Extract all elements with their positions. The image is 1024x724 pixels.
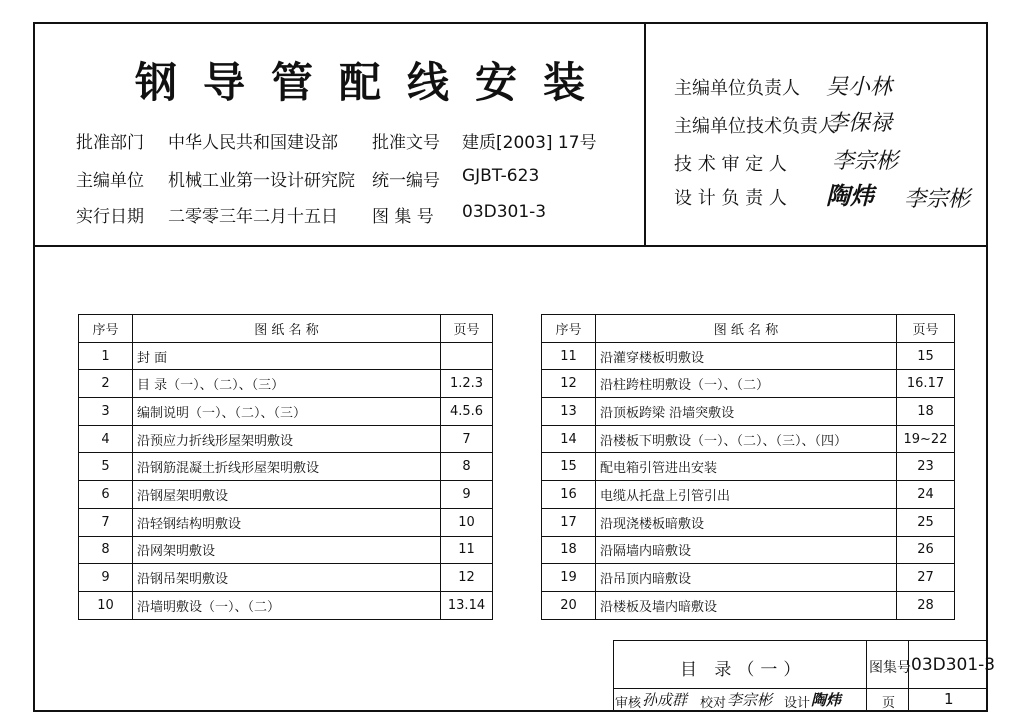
- unified-no-label: 统一编号: [372, 171, 440, 191]
- table-row: [79, 564, 493, 592]
- table-row: [79, 453, 493, 481]
- approve-dept: 中华人民共和国建设部: [168, 133, 338, 153]
- table-row: [79, 370, 493, 398]
- row-page: 16.17: [897, 370, 955, 398]
- row-no: 9: [79, 564, 133, 592]
- sheet-title: 目 录（一）: [680, 660, 807, 680]
- table-header-row: [79, 315, 493, 343]
- row-no: 1: [79, 342, 133, 370]
- row-no: 4: [79, 425, 133, 453]
- row-name: 电缆从托盘上引管引出: [596, 481, 897, 509]
- row-name: 沿钢筋混凝土折线形屋架明敷设: [133, 453, 441, 481]
- atlas-no-label-block: 图集号: [869, 660, 911, 676]
- row-page: 19~22: [897, 425, 955, 453]
- row-page: 9: [441, 481, 493, 509]
- row-no: 6: [79, 481, 133, 509]
- effective-label: 实行日期: [76, 207, 144, 227]
- row-name: 配电箱引管进出安装: [596, 453, 897, 481]
- row-page: 28: [897, 591, 955, 619]
- row-name: 沿钢屋架明敷设: [133, 481, 441, 509]
- row-no: 8: [79, 536, 133, 564]
- signature-label-chief-unit: 主编单位负责人: [674, 78, 800, 99]
- signature-reviewer: 李宗彬: [832, 149, 899, 174]
- row-page: 26: [897, 536, 955, 564]
- header-cell-no: 序号: [79, 315, 133, 343]
- signature-design-chief-2: 李宗彬: [904, 187, 971, 212]
- row-page: 12: [441, 564, 493, 592]
- header-cell-no: 序号: [542, 315, 596, 343]
- row-no: 20: [542, 591, 596, 619]
- signature-label-tech-chief: 主编单位技术负责人: [674, 116, 836, 137]
- index-table-right: [541, 314, 955, 620]
- row-no: 13: [542, 398, 596, 426]
- design-sign: 陶炜: [811, 691, 842, 709]
- review-sign: 孙成群: [642, 691, 688, 709]
- signature-chief-unit: 吴小林: [826, 75, 893, 100]
- row-no: 16: [542, 481, 596, 509]
- row-page: 7: [441, 425, 493, 453]
- table-row: [542, 453, 955, 481]
- row-name: 沿轻钢结构明敷设: [133, 508, 441, 536]
- row-no: 17: [542, 508, 596, 536]
- table-row: [542, 536, 955, 564]
- table-row: [542, 591, 955, 619]
- table-row: [79, 398, 493, 426]
- signature-design-chief: 陶炜: [826, 181, 874, 210]
- row-name: 封 面: [133, 342, 441, 370]
- table-row: [542, 425, 955, 453]
- row-name: 沿隔墙内暗敷设: [596, 536, 897, 564]
- row-name: 沿吊顶内暗敷设: [596, 564, 897, 592]
- title-block-divider-1: [866, 640, 867, 712]
- row-no: 14: [542, 425, 596, 453]
- row-page: 23: [897, 453, 955, 481]
- approve-doc-label: 批准文号: [372, 133, 440, 153]
- row-no: 2: [79, 370, 133, 398]
- row-page: 13.14: [441, 591, 493, 619]
- row-page: 15: [897, 342, 955, 370]
- row-name: 沿柱跨柱明敷设（一）、（二）: [596, 370, 897, 398]
- table-row: [542, 508, 955, 536]
- row-name: 沿钢吊架明敷设: [133, 564, 441, 592]
- review-label: 审核: [615, 696, 642, 711]
- row-no: 10: [79, 591, 133, 619]
- table-row: [79, 342, 493, 370]
- table-row: [542, 342, 955, 370]
- signature-tech-chief: 李保禄: [826, 111, 893, 136]
- row-no: 15: [542, 453, 596, 481]
- unified-no: GJBT-623: [462, 166, 540, 186]
- approve-dept-label: 批准部门: [76, 133, 144, 153]
- row-name: 沿灌穿楼板明敷设: [596, 342, 897, 370]
- row-name: 沿网架明敷设: [133, 536, 441, 564]
- row-page: 1.2.3: [441, 370, 493, 398]
- row-no: 3: [79, 398, 133, 426]
- header-divider: [644, 22, 646, 246]
- row-name: 编制说明（一）、（二）、（三）: [133, 398, 441, 426]
- row-page: 4.5.6: [441, 398, 493, 426]
- check-label: 校对: [700, 696, 727, 711]
- row-name: 沿预应力折线形屋架明敷设: [133, 425, 441, 453]
- page-title: 钢导管配线安装: [135, 58, 612, 107]
- header-cell-page: 页号: [441, 315, 493, 343]
- atlas-no: 03D301-3: [462, 202, 547, 222]
- table-header-row: [542, 315, 955, 343]
- row-name: 沿现浇楼板暗敷设: [596, 508, 897, 536]
- effective-date: 二零零三年二月十五日: [168, 207, 338, 227]
- row-no: 5: [79, 453, 133, 481]
- design-label: 设计: [784, 696, 811, 711]
- editor-unit-label: 主编单位: [76, 171, 144, 191]
- row-name: 目 录（一）、（二）、（三）: [133, 370, 441, 398]
- row-no: 12: [542, 370, 596, 398]
- editor-unit: 机械工业第一设计研究院: [168, 171, 355, 191]
- row-name: 沿楼板及墙内暗敷设: [596, 591, 897, 619]
- signature-label-design-chief: 设 计 负 责 人: [674, 188, 787, 209]
- table-row: [79, 425, 493, 453]
- header-cell-name: 图 纸 名 称: [133, 315, 441, 343]
- row-page: 18: [897, 398, 955, 426]
- table-row: [542, 564, 955, 592]
- row-page: 25: [897, 508, 955, 536]
- row-page: 10: [441, 508, 493, 536]
- row-no: 11: [542, 342, 596, 370]
- row-no: 18: [542, 536, 596, 564]
- atlas-no-block: 03D301-3: [911, 655, 996, 675]
- row-page: [441, 342, 493, 370]
- header-cell-name: 图 纸 名 称: [596, 315, 897, 343]
- header-bottom-line: [33, 245, 988, 247]
- table-row: [542, 370, 955, 398]
- row-page: 24: [897, 481, 955, 509]
- header-cell-page: 页号: [897, 315, 955, 343]
- table-row: [79, 508, 493, 536]
- signature-label-reviewer: 技 术 审 定 人: [674, 154, 787, 175]
- table-row: [79, 536, 493, 564]
- approve-doc: 建质[2003] 17号: [462, 133, 597, 153]
- index-table-left: [78, 314, 493, 620]
- table-row: [79, 591, 493, 619]
- table-row: [542, 398, 955, 426]
- row-name: 沿顶板跨梁 沿墙突敷设: [596, 398, 897, 426]
- row-no: 19: [542, 564, 596, 592]
- page-label: 页: [882, 696, 896, 711]
- atlas-no-label: 图 集 号: [372, 207, 434, 227]
- row-name: 沿楼板下明敷设（一）、（二）、（三）、（四）: [596, 425, 897, 453]
- row-page: 27: [897, 564, 955, 592]
- row-name: 沿墙明敷设（一）、（二）: [133, 591, 441, 619]
- table-row: [79, 481, 493, 509]
- row-page: 8: [441, 453, 493, 481]
- page-no: 1: [944, 690, 954, 708]
- check-sign: 李宗彬: [727, 691, 773, 709]
- row-page: 11: [441, 536, 493, 564]
- table-row: [542, 481, 955, 509]
- row-no: 7: [79, 508, 133, 536]
